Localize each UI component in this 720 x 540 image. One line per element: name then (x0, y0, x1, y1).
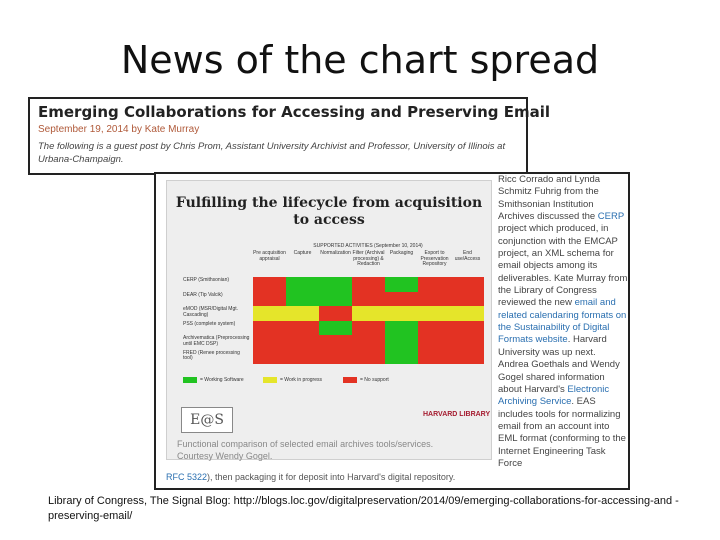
blog-meta: September 19, 2014 by Kate Murray (38, 124, 200, 135)
grid-cell (385, 321, 418, 336)
side-text-part: project which produced, in conjunction with the EMCAP project, an XML schema for email objects among its deliverables. Kate Murray from the Library of Congress reviewed the new (498, 223, 628, 309)
grid-cell (385, 306, 418, 321)
grid-cell (253, 292, 286, 307)
grid-cell (319, 277, 352, 292)
grid-cell (352, 292, 385, 307)
formats-link[interactable]: email and related calendaring formats on the Sustainability of Digital Formats website (498, 297, 627, 346)
grid-cell (253, 350, 286, 365)
legend-swatch (343, 377, 357, 383)
legend-swatch (263, 377, 277, 383)
grid-cell (352, 277, 385, 292)
grid-row-label: eMOD (MSR/Digital Mgt. Cascading) (183, 306, 239, 318)
grid-cell (451, 321, 484, 336)
grid-cell (418, 292, 451, 307)
grid-row-label: DEAR (Tip Valcik) (183, 291, 223, 298)
grid-cell (451, 292, 484, 307)
grid-column-header: Normalization (320, 250, 351, 256)
grid-cell (286, 350, 319, 365)
legend-label: = No support (360, 377, 389, 383)
slide-title: News of the chart spread (120, 38, 600, 82)
legend-label: = Working Software (200, 377, 244, 383)
rfc-rest: ), then packaging it for deposit into Harvard's digital repository. (207, 472, 456, 482)
grid-column-header: Pre acquisition appraisal (253, 250, 286, 262)
blog-intro: The following is a guest post by Chris Prom, Assistant University Archivist and Professor, University of Illinois at Urbana-Champaign. (38, 141, 506, 165)
cerp-link[interactable]: CERP (597, 211, 625, 223)
grid-row-label: CERP (Smithsonian) (183, 277, 230, 283)
grid-cell (418, 335, 451, 350)
grid-column-header: Capture (293, 250, 312, 256)
side-text-part: . EAS includes tools for normalizing email from an account into EML format (conforming to the Internet Engineering Task Force (498, 396, 626, 469)
grid-cell (418, 321, 451, 336)
grid-cell (253, 277, 286, 292)
side-article-text (498, 174, 628, 470)
rfc-line (166, 472, 606, 482)
grid-cell (352, 321, 385, 336)
grid-cell (319, 292, 352, 307)
grid-cell (418, 306, 451, 321)
lifecycle-figure (166, 180, 492, 460)
grid-cell (319, 306, 352, 321)
figure-title: Fulfilling the lifecycle from acquisition to access (175, 195, 483, 228)
grid-column-header: Export to Preservation Repository (420, 250, 449, 267)
side-text-part: Ricc Corrado and Lynda Schmitz Fuhrig from the Smithsonian Institution Archives discussed the (498, 174, 601, 223)
grid-cell (385, 335, 418, 350)
grid-cell (319, 350, 352, 365)
grid-cell (286, 292, 319, 307)
grid-cell (451, 306, 484, 321)
grid-cell (253, 335, 286, 350)
grid-column-header: End use/Access (454, 250, 481, 262)
figure-caption: Functional comparison of selected email archives tools/services. Courtesy Wendy Gogel. (177, 439, 434, 461)
grid-row-label: FRED (Renee processing tool) (183, 349, 240, 361)
grid-cell (286, 335, 319, 350)
grid-cell (418, 350, 451, 365)
grid-cell (385, 292, 418, 307)
grid-cell (352, 306, 385, 321)
grid-cell (385, 277, 418, 292)
grid-cell (286, 306, 319, 321)
grid-cell (352, 350, 385, 365)
grid-cell (385, 350, 418, 365)
harvard-library-logo: HARVARD LIBRARY (423, 411, 491, 418)
figure-supertitle: SUPPORTED ACTIVITIES (September 10, 2014) (313, 243, 423, 249)
eas-logo: E@S (181, 407, 233, 433)
eas-link[interactable]: Electronic Archiving Service (498, 383, 610, 408)
grid-cell (451, 277, 484, 292)
grid-row-label: PSS (complete system) (183, 320, 236, 327)
grid-column-header: Packaging (389, 250, 414, 256)
grid-cell (286, 277, 319, 292)
grid-cell (418, 277, 451, 292)
grid-cell (253, 321, 286, 336)
legend-label: = Work in progress (280, 377, 323, 383)
grid-row-label: Archivematica (Preprocessing until EMC DSP) (183, 335, 250, 347)
blog-title[interactable]: Emerging Collaborations for Accessing and Preserving Email (38, 103, 551, 121)
grid-cell (451, 350, 484, 365)
grid-cell (286, 321, 319, 336)
grid-cell (352, 335, 385, 350)
rfc-link[interactable]: RFC 5322 (166, 472, 208, 482)
slide-footer-citation: Library of Congress, The Signal Blog: http://blogs.loc.gov/digitalpreservation/2014/09/emerging-collaborations-for-accessing-and -preserving-email/ (48, 495, 679, 522)
grid-column-header: Filter (Archival processing) & Redaction (352, 250, 385, 267)
grid-cell (319, 321, 352, 336)
side-text-part: . Harvard University was up next. Andrea Goethals and Wendy Gogel shared information about Harvard's (498, 334, 620, 395)
grid-cell (319, 335, 352, 350)
blog-header-card (28, 97, 551, 175)
grid-cell (253, 306, 286, 321)
legend-swatch (183, 377, 197, 383)
grid-cell (451, 335, 484, 350)
blog-screenshot (154, 172, 630, 490)
